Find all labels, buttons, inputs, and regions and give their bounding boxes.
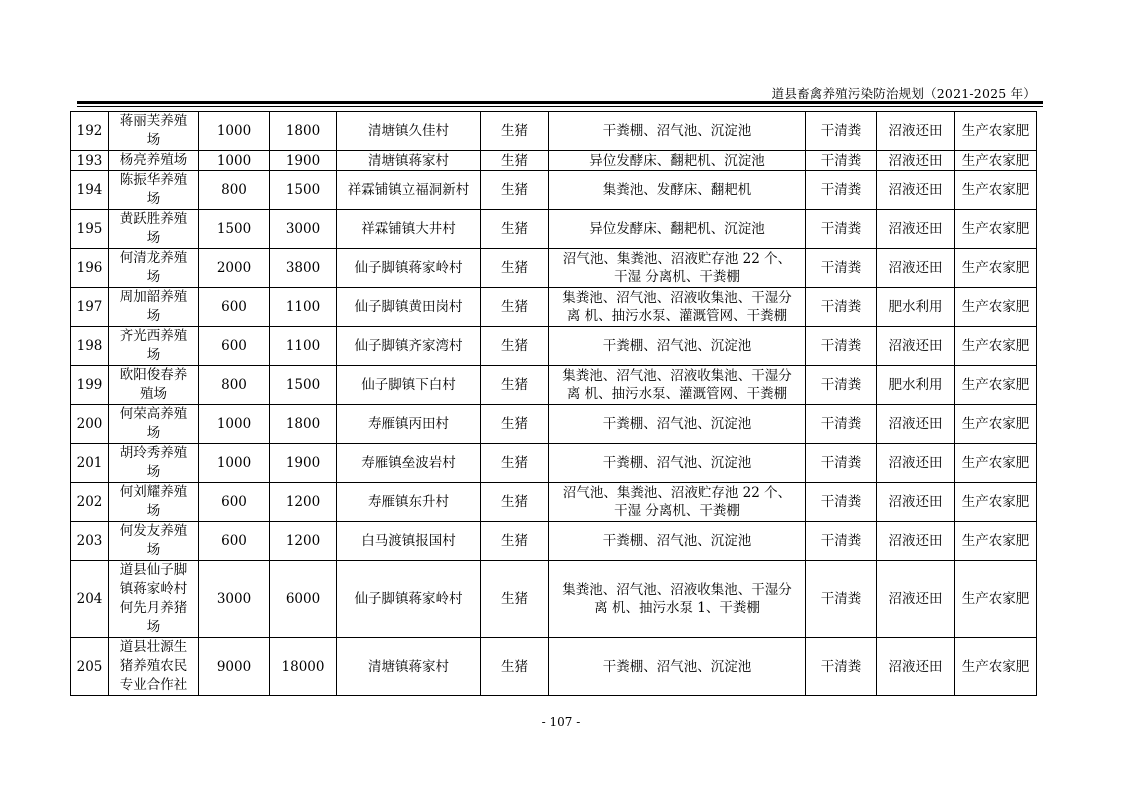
output-count-cell: 1100	[270, 327, 337, 366]
header-rule-thin	[77, 106, 1043, 107]
facilities-cell: 干粪棚、沼气池、沉淀池	[549, 638, 806, 696]
livestock-type-cell: 生猪	[481, 151, 549, 171]
output-count-cell: 6000	[270, 561, 337, 638]
output-count-cell: 1800	[270, 112, 337, 151]
table-body	[71, 112, 1037, 696]
location-cell: 仙子脚镇下白村	[337, 366, 481, 405]
location-cell: 仙子脚镇齐家湾村	[337, 327, 481, 366]
table-row	[71, 249, 1037, 288]
cleaning-method-cell: 干清粪	[806, 171, 877, 210]
manure-utilization-cell: 沼液还田	[877, 444, 955, 483]
table-row	[71, 405, 1037, 444]
cleaning-method-cell: 干清粪	[806, 288, 877, 327]
farm-name-cell: 陈振华养殖 场	[109, 171, 199, 210]
cleaning-method-cell: 干清粪	[806, 151, 877, 171]
livestock-type-cell: 生猪	[481, 522, 549, 561]
location-cell: 仙子脚镇蒋家岭村	[337, 249, 481, 288]
product-cell: 生产农家肥	[955, 288, 1037, 327]
manure-utilization-cell: 沼液还田	[877, 151, 955, 171]
livestock-type-cell: 生猪	[481, 171, 549, 210]
row-number-cell: 203	[71, 522, 109, 561]
location-cell: 祥霖铺镇大井村	[337, 210, 481, 249]
output-count-cell: 1800	[270, 405, 337, 444]
facilities-cell: 异位发酵床、翻耙机、沉淀池	[549, 151, 806, 171]
row-number-cell: 200	[71, 405, 109, 444]
stock-count-cell: 3000	[199, 561, 270, 638]
product-cell: 生产农家肥	[955, 151, 1037, 171]
facilities-cell: 集粪池、沼气池、沼液收集池、干湿分离 机、抽污水泵、灌溉管网、干粪棚	[549, 366, 806, 405]
product-cell: 生产农家肥	[955, 249, 1037, 288]
location-cell: 清塘镇蒋家村	[337, 638, 481, 696]
cleaning-method-cell: 干清粪	[806, 210, 877, 249]
livestock-type-cell: 生猪	[481, 483, 549, 522]
output-count-cell: 1200	[270, 522, 337, 561]
table-row	[71, 561, 1037, 638]
manure-utilization-cell: 沼液还田	[877, 210, 955, 249]
table-row	[71, 171, 1037, 210]
farm-table	[70, 111, 1037, 696]
table-row	[71, 483, 1037, 522]
location-cell: 祥霖铺镇立福洞新村	[337, 171, 481, 210]
header-rule-thick	[77, 101, 1043, 104]
farm-name-cell: 齐光西养殖 场	[109, 327, 199, 366]
farm-name-cell: 蒋丽芙养殖 场	[109, 112, 199, 151]
stock-count-cell: 9000	[199, 638, 270, 696]
cleaning-method-cell: 干清粪	[806, 444, 877, 483]
farm-name-cell: 周加韶养殖 场	[109, 288, 199, 327]
farm-name-cell: 杨亮养殖场	[109, 151, 199, 171]
table-row	[71, 638, 1037, 696]
product-cell: 生产农家肥	[955, 638, 1037, 696]
manure-utilization-cell: 肥水利用	[877, 366, 955, 405]
row-number-cell: 198	[71, 327, 109, 366]
output-count-cell: 3000	[270, 210, 337, 249]
location-cell: 清塘镇蒋家村	[337, 151, 481, 171]
location-cell: 寿雁镇东升村	[337, 483, 481, 522]
row-number-cell: 204	[71, 561, 109, 638]
manure-utilization-cell: 沼液还田	[877, 112, 955, 151]
output-count-cell: 1500	[270, 171, 337, 210]
row-number-cell: 199	[71, 366, 109, 405]
stock-count-cell: 600	[199, 483, 270, 522]
table-row	[71, 522, 1037, 561]
table-row	[71, 327, 1037, 366]
manure-utilization-cell: 肥水利用	[877, 288, 955, 327]
product-cell: 生产农家肥	[955, 522, 1037, 561]
farm-name-cell: 胡玲秀养殖 场	[109, 444, 199, 483]
livestock-type-cell: 生猪	[481, 210, 549, 249]
row-number-cell: 193	[71, 151, 109, 171]
facilities-cell: 干粪棚、沼气池、沉淀池	[549, 522, 806, 561]
product-cell: 生产农家肥	[955, 405, 1037, 444]
output-count-cell: 3800	[270, 249, 337, 288]
farm-name-cell: 黄跃胜养殖 场	[109, 210, 199, 249]
livestock-type-cell: 生猪	[481, 561, 549, 638]
table-row	[71, 288, 1037, 327]
cleaning-method-cell: 干清粪	[806, 522, 877, 561]
row-number-cell: 202	[71, 483, 109, 522]
product-cell: 生产农家肥	[955, 483, 1037, 522]
livestock-type-cell: 生猪	[481, 444, 549, 483]
farm-name-cell: 道县仙子脚 镇蒋家岭村 何先月养猪 场	[109, 561, 199, 638]
cleaning-method-cell: 干清粪	[806, 112, 877, 151]
cleaning-method-cell: 干清粪	[806, 366, 877, 405]
table-row	[71, 444, 1037, 483]
document-header-title: 道县畜禽养殖污染防治规划（2021-2025 年）	[771, 86, 1036, 101]
row-number-cell: 205	[71, 638, 109, 696]
manure-utilization-cell: 沼液还田	[877, 522, 955, 561]
output-count-cell: 1200	[270, 483, 337, 522]
table-row	[71, 112, 1037, 151]
stock-count-cell: 600	[199, 288, 270, 327]
product-cell: 生产农家肥	[955, 561, 1037, 638]
output-count-cell: 1500	[270, 366, 337, 405]
page-number: - 107 -	[541, 715, 581, 729]
stock-count-cell: 1000	[199, 444, 270, 483]
manure-utilization-cell: 沼液还田	[877, 327, 955, 366]
stock-count-cell: 800	[199, 171, 270, 210]
stock-count-cell: 1000	[199, 112, 270, 151]
row-number-cell: 192	[71, 112, 109, 151]
location-cell: 清塘镇久佳村	[337, 112, 481, 151]
manure-utilization-cell: 沼液还田	[877, 483, 955, 522]
product-cell: 生产农家肥	[955, 366, 1037, 405]
stock-count-cell: 2000	[199, 249, 270, 288]
stock-count-cell: 600	[199, 522, 270, 561]
product-cell: 生产农家肥	[955, 444, 1037, 483]
stock-count-cell: 1000	[199, 151, 270, 171]
manure-utilization-cell: 沼液还田	[877, 405, 955, 444]
cleaning-method-cell: 干清粪	[806, 327, 877, 366]
livestock-type-cell: 生猪	[481, 638, 549, 696]
facilities-cell: 异位发酵床、翻耙机、沉淀池	[549, 210, 806, 249]
table-row	[71, 210, 1037, 249]
stock-count-cell: 1000	[199, 405, 270, 444]
output-count-cell: 1100	[270, 288, 337, 327]
table-row	[71, 151, 1037, 171]
product-cell: 生产农家肥	[955, 327, 1037, 366]
farm-name-cell: 何荣高养殖 场	[109, 405, 199, 444]
product-cell: 生产农家肥	[955, 112, 1037, 151]
livestock-type-cell: 生猪	[481, 112, 549, 151]
row-number-cell: 197	[71, 288, 109, 327]
manure-utilization-cell: 沼液还田	[877, 638, 955, 696]
facilities-cell: 干粪棚、沼气池、沉淀池	[549, 405, 806, 444]
livestock-type-cell: 生猪	[481, 327, 549, 366]
facilities-cell: 沼气池、集粪池、沼液贮存池 22 个、干湿 分离机、干粪棚	[549, 249, 806, 288]
livestock-type-cell: 生猪	[481, 366, 549, 405]
product-cell: 生产农家肥	[955, 171, 1037, 210]
livestock-type-cell: 生猪	[481, 249, 549, 288]
livestock-type-cell: 生猪	[481, 288, 549, 327]
output-count-cell: 1900	[270, 151, 337, 171]
facilities-cell: 干粪棚、沼气池、沉淀池	[549, 444, 806, 483]
farm-name-cell: 何发友养殖 场	[109, 522, 199, 561]
farm-name-cell: 何刘耀养殖 场	[109, 483, 199, 522]
farm-name-cell: 欧阳俊春养 殖场	[109, 366, 199, 405]
output-count-cell: 18000	[270, 638, 337, 696]
location-cell: 白马渡镇报国村	[337, 522, 481, 561]
manure-utilization-cell: 沼液还田	[877, 249, 955, 288]
location-cell: 寿雁镇垒波岩村	[337, 444, 481, 483]
livestock-type-cell: 生猪	[481, 405, 549, 444]
cleaning-method-cell: 干清粪	[806, 249, 877, 288]
location-cell: 仙子脚镇蒋家岭村	[337, 561, 481, 638]
cleaning-method-cell: 干清粪	[806, 561, 877, 638]
cleaning-method-cell: 干清粪	[806, 483, 877, 522]
farm-name-cell: 道县壮源生 猪养殖农民 专业合作社	[109, 638, 199, 696]
facilities-cell: 干粪棚、沼气池、沉淀池	[549, 327, 806, 366]
location-cell: 寿雁镇丙田村	[337, 405, 481, 444]
stock-count-cell: 1500	[199, 210, 270, 249]
manure-utilization-cell: 沼液还田	[877, 561, 955, 638]
facilities-cell: 集粪池、发酵床、翻耙机	[549, 171, 806, 210]
output-count-cell: 1900	[270, 444, 337, 483]
stock-count-cell: 600	[199, 327, 270, 366]
row-number-cell: 194	[71, 171, 109, 210]
facilities-cell: 沼气池、集粪池、沼液贮存池 22 个、干湿 分离机、干粪棚	[549, 483, 806, 522]
table-row	[71, 366, 1037, 405]
facilities-cell: 干粪棚、沼气池、沉淀池	[549, 112, 806, 151]
row-number-cell: 201	[71, 444, 109, 483]
manure-utilization-cell: 沼液还田	[877, 171, 955, 210]
farm-name-cell: 何清龙养殖 场	[109, 249, 199, 288]
row-number-cell: 196	[71, 249, 109, 288]
facilities-cell: 集粪池、沼气池、沼液收集池、干湿分离 机、抽污水泵 1、干粪棚	[549, 561, 806, 638]
stock-count-cell: 800	[199, 366, 270, 405]
facilities-cell: 集粪池、沼气池、沼液收集池、干湿分离 机、抽污水泵、灌溉管网、干粪棚	[549, 288, 806, 327]
cleaning-method-cell: 干清粪	[806, 638, 877, 696]
product-cell: 生产农家肥	[955, 210, 1037, 249]
location-cell: 仙子脚镇黄田岗村	[337, 288, 481, 327]
row-number-cell: 195	[71, 210, 109, 249]
cleaning-method-cell: 干清粪	[806, 405, 877, 444]
